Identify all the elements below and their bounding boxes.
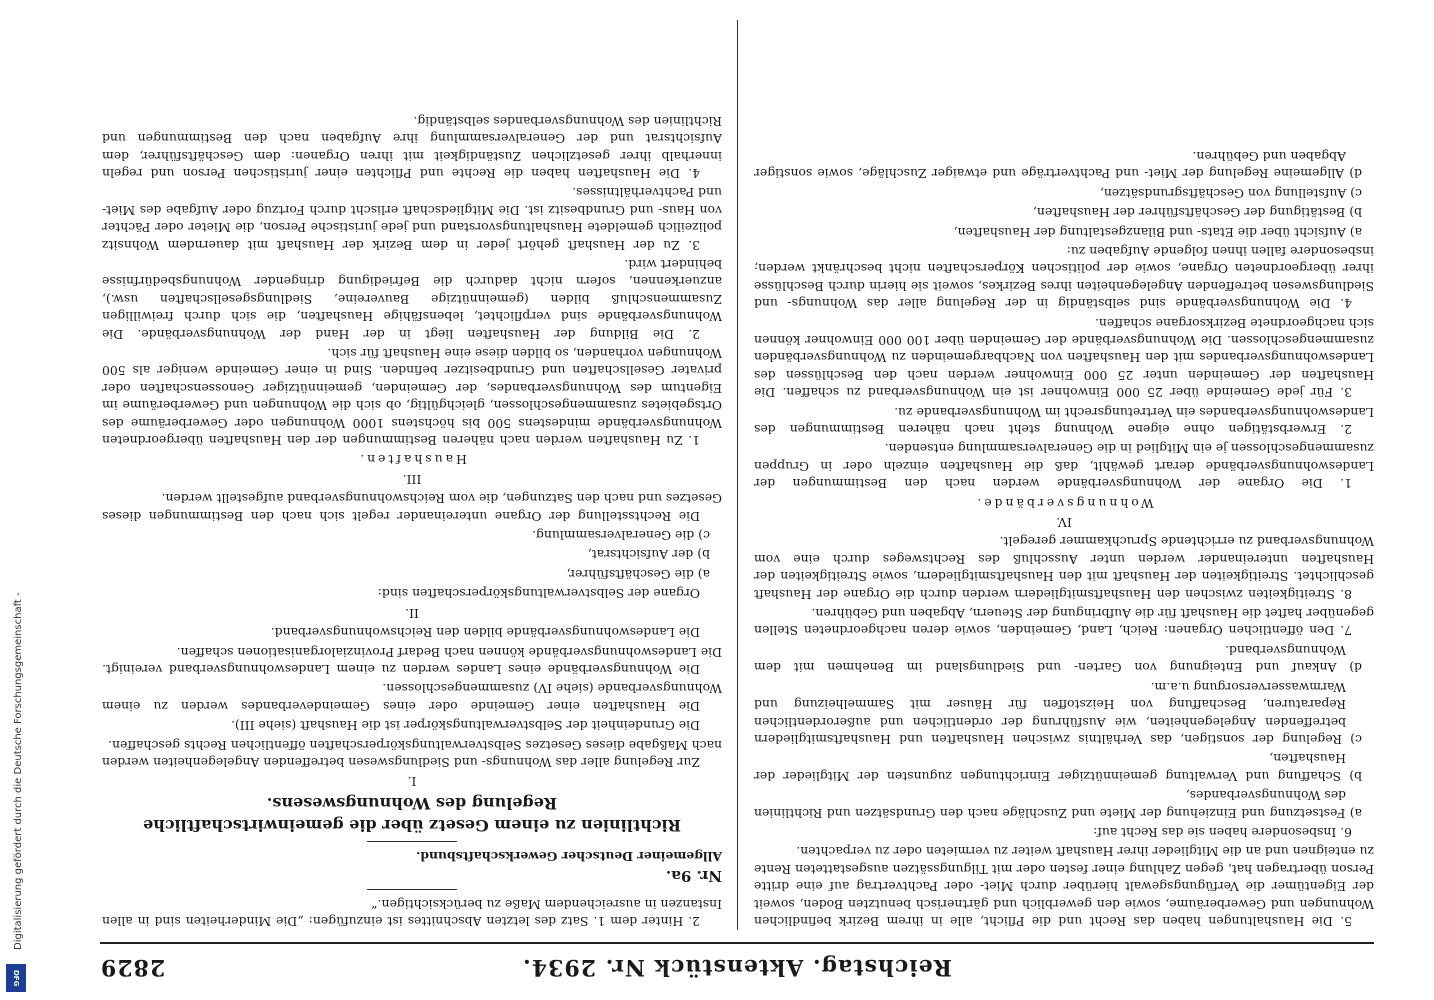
- list-item: a) Festsetzung und Einziehung der Miete und Zuschläge nach den Grundsätzen und Richtlinien des Wohnungsverbandes,: [754, 788, 1362, 821]
- page-header-title: Reichstag. Aktenstück Nr. 2934.: [522, 954, 952, 980]
- roman-numeral: IV.: [1056, 515, 1072, 531]
- list-item: b) der Aufsichtsrat,: [587, 547, 710, 563]
- paragraph: 4. Die Wohnungsverbände sind selbständig in der Regelung aller das Wohnungs- und Siedlungswesen betreffenden Angelegenheiten ihres Bezirkes, soweit sie hierin durch Beschlüsse ihrer übergeordneten Organe, sowie der politischen Körperschaften nicht beschränkt werden; insbesondere fallen ihnen folgende Aufgaben zu:: [754, 243, 1374, 312]
- running-head: [100, 946, 1374, 986]
- paragraph: Die Wohnungsverbände eines Landes werden zu einem Landeswohnungsverband vereinigt. Die Landeswohnungsverbände können nach Bedarf Provinzialorganisationen schaffen.: [102, 644, 722, 677]
- right-column: [102, 20, 722, 930]
- list-item: a) Aufsicht über die Etats- und Bilanzgestaltung der Haushaften,: [953, 224, 1362, 240]
- rotated-page-content: [40, 0, 1434, 1000]
- roman-numeral: II.: [405, 605, 419, 621]
- divider: [367, 889, 457, 890]
- dfg-logo-icon: DFG: [6, 964, 26, 992]
- list-item: d) Allgemeine Regelung der Miet- und Pachtverträge und etwaiger Zuschläge, sowie sonstiger Abgaben und Gebühren.: [754, 148, 1362, 182]
- paragraph: 2. Erwerbstätigen ohne eigene Wohnung steht nach näheren Bestimmungen des Landeswohnungsverbandes ein Vertretungsrecht im Wohnungsverbande zu.: [754, 404, 1374, 438]
- list-item: b) Bestätigung der Geschäftsführer der Haushaften,: [1032, 205, 1362, 221]
- paragraph: Zur Regelung aller das Wohnungs- und Siedlungswesen betreffenden Angelegenheiten werden nach Maßgabe dieses Gesetzes Selbstverwaltungskörperschaften öffentlichen Rechts geschaffen.: [102, 737, 722, 770]
- paragraph: 2. Die Bildung der Haushaften liegt in der Hand der Wohnungsverbände. Die Wohnungsverbände sind verpflichtet, lebensfähige Haushaften, die sich durch freiwilligen Zusammenschluß bilden (gemeinnützige Bauvereine, Siedlungsgesellschaften usw.), anzuerkennen, sofern nicht dadurch die Befriedigung dringender Wohnungsbedürfnisse behindert wird.: [102, 257, 722, 342]
- divider: [367, 841, 457, 842]
- header-rule: [100, 942, 1374, 944]
- list-item: c) Regelung der sonstigen, das Verhältnis zwischen Haushaften und Haushaftsmitgliedern betreffenden Angelegenheiten, wie Ausführung der ordentlichen und außerordentlichen Reparaturen, Beschaffung von Heizstoffen für Häuser mit Sammelheizung und Warmwasserversorgung u.a.m.: [754, 679, 1362, 747]
- list-item: d) Ankauf und Enteignung von Garten- und Siedlungsland im Benehmen mit dem Wohnungsverband.: [754, 642, 1362, 676]
- left-column: [754, 20, 1374, 930]
- paragraph: 2. Hinter dem 1. Satz des letzten Abschnittes ist einzufügen: „Die Minderheiten sind in allen Instanzen in ausreichendem Maße zu berücksichtigen.“: [102, 896, 722, 929]
- document-number: Nr. 9a.: [665, 867, 722, 886]
- organization-name: Allgemeiner Deutscher Gewerkschaftsbund.: [416, 848, 722, 864]
- paragraph: 6. Insbesondere haben sie das Recht auf:: [1093, 824, 1352, 840]
- footer-text-wrap: [12, 330, 26, 950]
- section-title: Haushaften.: [357, 452, 467, 468]
- list-item: a) die Geschäftsführer,: [566, 566, 710, 582]
- paragraph: 7. Den öffentlichen Organen: Reich, Land, Gemeinden, sowie deren nachgeordneten Stellen gegenüber haftet die Haushaft für die Aufbringung der Steuern, Abgaben und Gebühren.: [754, 606, 1374, 639]
- document-page: [40, 0, 1434, 1000]
- list-item: b) Schaffung und Verwaltung gemeinnütziger Einrichtungen zugunsten der Mitglieder der Haushaften,: [754, 751, 1362, 784]
- paragraph: 4. Die Haushaften haben die Rechte und Pflichten einer juristischen Person und regeln innerhalb ihrer gesetzlichen Zuständigkeit mit ihren Organen: dem Geschäftsführer, dem Aufsichtsrat und der Generalversammlung ihre Aufgaben nach den Bestimmungen und Richtlinien des Wohnungsverbandes selbständig.: [102, 113, 722, 181]
- page-number: 2829: [100, 954, 166, 980]
- list-item: c) Aufstellung von Geschäftsgrundsätzen,: [1099, 185, 1362, 201]
- paragraph: Organe der Selbstverwaltungskörperschaften sind:: [377, 586, 700, 602]
- paragraph: 3. Für jede Gemeinde über 25 000 Einwohner ist ein Wohnungsverband zu schaffen. Die Haushaften der Gemeinden unter 25 000 Einwohner werden nach den Beschlüssen des Landeswohnungsverbandes mit den Haushaften von Nachbargemeinden zu Wohnungsverbänden zusammengeschlossen. Die Wohnungsverbände der Gemeinden über 100 000 Einwohner können sich nachgeordnete Bezirksorgane schaffen.: [754, 315, 1374, 401]
- paragraph: 8. Streitigkeiten zwischen den Haushaftsmitgliedern werden durch die Organe der Haushaft geschlichtet. Streitigkeiten der Haushaft mit den Haushaftsmitgliedern, sowie Streitigkeiten der Haushaften untereinander werden unter Ausschluß des Rechtsweges durch eine vom Wohnungsverband zu errichtende Spruchkammer geregelt.: [754, 534, 1374, 602]
- digitization-credit: Digitalisierung gefördert durch die Deutsche Forschungsgemeinschaft -: [13, 592, 24, 950]
- column-divider: [737, 20, 738, 930]
- paragraph: Die Rechtsstellung der Organe untereinander regelt sich nach den Bestimmungen dieses Gesetzes und nach den Satzungen, die vom Reichswohnungsverband aufgestellt werden.: [102, 491, 722, 524]
- document-title: Richtlinien zu einem Gesetz über die gemeinwirtschaftliche Regelung des Wohnungswesens.: [143, 794, 681, 836]
- paragraph: 1. Zu Haushaften werden nach näheren Bestimmungen der den Haushaften übergeordneten Wohnungsverbände mindestens 500 bis höchstens 1000 Wohnungen oder Gewerberäume des Ortsgebietes zusammengeschlossen, gleichgültig, ob sich die Wohnungen und Gewerberäume im Eigentum des Wohnungsverbandes, der Gemeinden, gemeinnütziger Genossenschaften oder privater Gesellschaften und Grundbesitzer befinden. Sind in einer Gemeinde weniger als 500 Wohnungen vorhanden, so bilden diese eine Haushaft für sich.: [102, 346, 722, 449]
- paragraph: Die Landeswohnungsverbände bilden den Reichswohnungsverband.: [270, 625, 700, 641]
- digitization-footer: [2, 0, 38, 1000]
- paragraph: 1. Die Organe der Wohnungsverbände werden nach den Bestimmungen der Landeswohnungsverbände derart gewählt, daß die Haushaften einzeln oder in Gruppen zusammengeschlossen je ein Mitglied in die Generalversammlung entsenden.: [754, 441, 1374, 492]
- section-title: Wohnungsverbände.: [974, 495, 1154, 511]
- paragraph: 5. Die Haushaltungen haben das Recht und die Pflicht, alle in ihrem Bezirk befindlichen Wohnungen und Gewerberäume, sowie den gewerblich und gärtnerisch benutzten Boden, soweit der Eigentümer die Verfügungsgewalt hierüber durch Miet- oder Pachtvertrag auf eine dritte Person übertragen hat, gegen Zahlung einer festen oder mit Tilgungssätzen ausgestatteten Rente zu enteignen und an die Mitglieder ihrer Haushaft weiter zu vermieten oder zu verpachten.: [754, 844, 1374, 929]
- paragraph: 3. Zu der Haushaft gehört jeder in dem Bezirk der Haushaft mit dauerndem Wohnsitz polizeilich gemeldete Haushaltungsvorstand und jede juristische Person, die Mieter oder Pächter von Haus- und Grundbesitz ist. Die Mitgliedschaft erlischt durch Fortzug oder Aufgabe des Miet- und Pachtverhältnisses.: [102, 185, 722, 253]
- roman-numeral: III.: [402, 471, 422, 487]
- paragraph: Die Haushaften einer Gemeinde oder eines Gemeindeverbandes werden zu einem Wohnungsverbande (siehe IV) zusammengeschlossen.: [102, 681, 722, 714]
- roman-numeral: I.: [407, 774, 417, 790]
- paragraph: Die Grundeinheit der Selbstverwaltungskörper ist die Haushaft (siehe III).: [231, 718, 700, 734]
- list-item: c) die Generalversammlung.: [532, 528, 710, 544]
